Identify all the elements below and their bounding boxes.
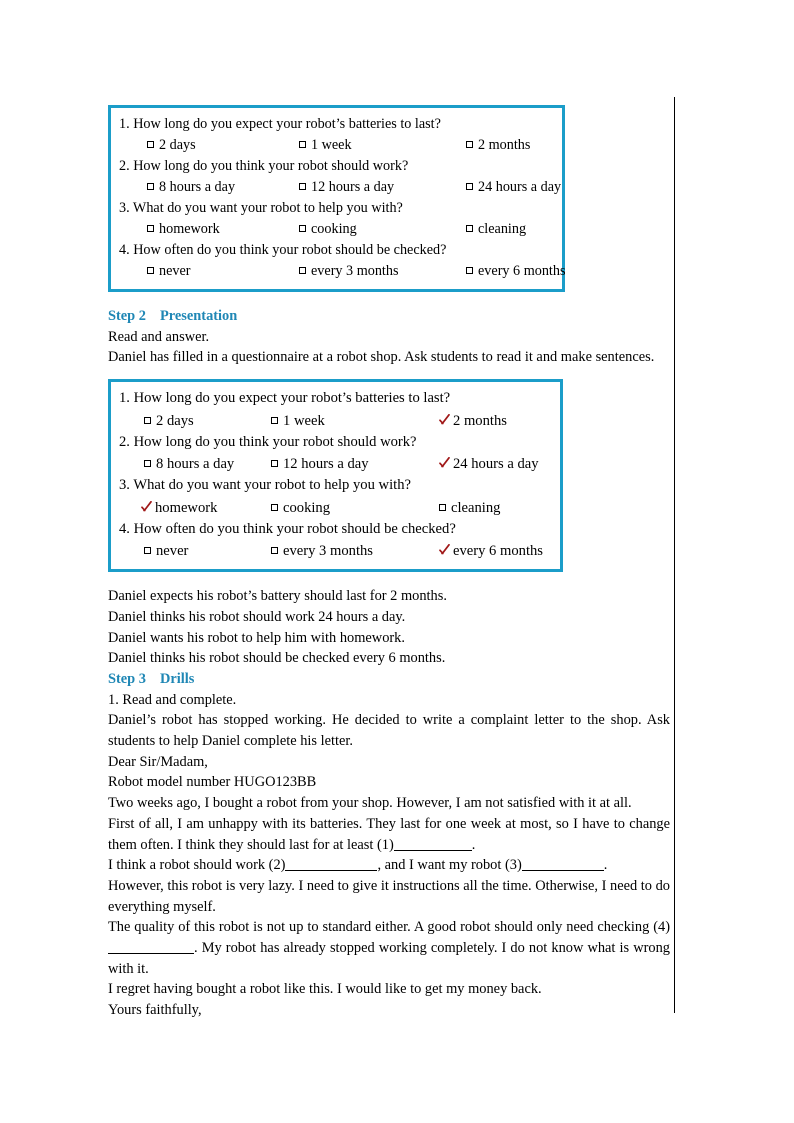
step-2-label: Step 2 <box>108 308 146 324</box>
checkbox-icon[interactable] <box>144 547 151 554</box>
question-text: 1. How long do you expect your robot’s batteries to last? <box>119 116 441 132</box>
option-label: never <box>156 543 189 560</box>
option-row <box>119 177 562 198</box>
option-every-6-months[interactable] <box>466 261 565 282</box>
checkbox-icon[interactable] <box>466 141 473 148</box>
letter-salutation: Dear Sir/Madam, <box>108 753 208 770</box>
checkbox-icon[interactable] <box>144 460 151 467</box>
checkbox-icon[interactable] <box>299 141 306 148</box>
option-1-week[interactable] <box>299 135 352 156</box>
option-label: 24 hours a day <box>478 179 562 195</box>
option-label: every 3 months <box>283 543 373 560</box>
checkbox-icon[interactable] <box>144 417 151 424</box>
letter-paragraph-3 <box>108 855 670 876</box>
step-2-title: Presentation <box>159 308 238 324</box>
option-2-days[interactable] <box>147 135 196 156</box>
option-row <box>119 219 554 240</box>
letter-paragraph-2-text: First of all, I am unhappy with its batteries. They last for one week at most, so I have to change them often. I think they should last for at least (1) <box>108 815 670 853</box>
checkmark-icon <box>439 457 451 469</box>
question-text: 1. How long do you expect your robot’s batteries to last? <box>119 390 451 407</box>
option-label: every 6 months <box>453 543 543 560</box>
step-3-title: Drills <box>159 670 195 687</box>
checkbox-icon[interactable] <box>271 460 278 467</box>
step-3-task: 1. Read and complete. <box>108 691 237 708</box>
letter-model-line: Robot model number HUGO123BB <box>108 774 317 791</box>
option-12-hours-a-day[interactable] <box>299 177 394 198</box>
option-never[interactable] <box>147 261 191 282</box>
letter-paragraph-3-text-b: , and I want my robot (3) <box>377 857 522 874</box>
option-label: 8 hours a day <box>159 179 236 195</box>
option-label: 8 hours a day <box>156 456 235 473</box>
step-3-label: Step 3 <box>108 670 146 687</box>
checkmark-icon <box>439 414 451 426</box>
option-2-days[interactable] <box>144 410 194 432</box>
option-label: cooking <box>283 499 331 516</box>
letter-paragraph-4: However, this robot is very lazy. I need to give it instructions all the time. Otherwise, I need to do everything myself. <box>108 877 670 915</box>
option-row <box>119 261 566 282</box>
checkbox-icon[interactable] <box>147 141 154 148</box>
checkbox-icon[interactable] <box>147 267 154 274</box>
answer-sentence: Daniel wants his robot to help him with homework. <box>108 629 405 646</box>
option-row <box>119 410 552 432</box>
option-never[interactable] <box>144 540 188 562</box>
option-24-hours-a-day[interactable] <box>439 453 539 475</box>
letter-paragraph-5-tail: . My robot has already stopped working completely. I do not know what is wrong with it. <box>108 940 670 977</box>
checkbox-icon[interactable] <box>147 225 154 232</box>
letter-paragraph-5 <box>108 917 670 979</box>
question-text: 4. How often do you think your robot should be checked? <box>119 520 456 537</box>
question-text: 4. How often do you think your robot should be checked? <box>119 242 447 258</box>
step-2-line-2: Daniel has filled in a questionnaire at a robot shop. Ask students to read it and make sentences. <box>108 349 655 366</box>
option-row <box>119 497 552 519</box>
option-label: every 3 months <box>311 263 399 279</box>
checkbox-icon[interactable] <box>271 547 278 554</box>
option-label: cleaning <box>478 221 527 237</box>
letter-paragraph-2-tail: . <box>471 836 476 853</box>
option-label: 2 months <box>478 137 531 153</box>
letter-paragraph-5-text: The quality of this robot is not up to standard either. A good robot should only need checking (4) <box>108 919 670 936</box>
right-margin-rule <box>674 97 675 1013</box>
answer-sentence: Daniel thinks his robot should work 24 hours a day. <box>108 608 406 625</box>
questionnaire-filled <box>108 379 563 572</box>
option-8-hours-a-day[interactable] <box>147 177 235 198</box>
checkbox-icon[interactable] <box>271 504 278 511</box>
checkbox-icon[interactable] <box>299 183 306 190</box>
letter-paragraph-3-tail: . <box>603 857 608 874</box>
option-label: 24 hours a day <box>453 456 539 473</box>
letter-closing: Yours faithfully, <box>108 1002 202 1019</box>
option-2-months[interactable] <box>439 410 507 432</box>
option-label: 1 week <box>283 412 325 429</box>
option-row <box>119 453 552 475</box>
option-every-6-months[interactable] <box>439 540 543 562</box>
checkmark-icon <box>439 544 451 556</box>
option-label: 1 week <box>311 137 352 153</box>
option-every-3-months[interactable] <box>299 261 398 282</box>
document-content <box>108 105 670 1021</box>
letter-paragraph-3-text-a: I think a robot should work (2) <box>108 857 286 874</box>
option-cooking[interactable] <box>271 497 330 519</box>
checkbox-icon[interactable] <box>466 267 473 274</box>
option-label: 12 hours a day <box>311 179 395 195</box>
option-every-3-months[interactable] <box>271 540 373 562</box>
letter-paragraph-6: I regret having bought a robot like this. I would like to get my money back. <box>108 981 542 998</box>
option-label: every 6 months <box>478 263 566 279</box>
checkmark-icon <box>141 501 153 513</box>
option-2-months[interactable] <box>466 135 530 156</box>
answer-blank-4[interactable] <box>108 953 194 954</box>
option-label: 2 months <box>453 412 507 429</box>
letter-paragraph-1: Two weeks ago, I bought a robot from your shop. However, I am not satisfied with it at all. <box>108 795 632 812</box>
answer-blank-3[interactable] <box>522 870 604 871</box>
option-label: never <box>159 263 191 279</box>
option-label: cooking <box>311 221 357 237</box>
option-12-hours-a-day[interactable] <box>271 453 369 475</box>
checkbox-icon[interactable] <box>299 267 306 274</box>
answer-blank-1[interactable] <box>394 850 472 851</box>
letter-paragraph-2 <box>108 814 670 855</box>
option-cleaning[interactable] <box>439 497 500 519</box>
step-2-heading <box>108 306 670 327</box>
checkbox-icon[interactable] <box>147 183 154 190</box>
option-homework[interactable] <box>141 497 217 519</box>
checkbox-icon[interactable] <box>299 225 306 232</box>
option-8-hours-a-day[interactable] <box>144 453 234 475</box>
answer-sentence: Daniel expects his robot’s battery should last for 2 months. <box>108 588 447 605</box>
answer-sentence: Daniel thinks his robot should be checked every 6 months. <box>108 650 446 667</box>
questionnaire-blank <box>108 105 565 292</box>
checkbox-icon[interactable] <box>439 504 446 511</box>
step-3-intro: Daniel’s robot has stopped working. He decided to write a complaint letter to the shop. Ask students to help Daniel complete his letter. <box>108 712 670 750</box>
step-3-heading <box>108 669 670 690</box>
option-label: 2 days <box>156 412 194 429</box>
option-24-hours-a-day[interactable] <box>466 177 561 198</box>
option-cooking[interactable] <box>299 219 357 240</box>
step-2-line-1: Read and answer. <box>108 328 210 345</box>
option-label: 2 days <box>159 137 196 153</box>
option-homework[interactable] <box>147 219 220 240</box>
question-text: 3. What do you want your robot to help you with? <box>119 477 411 494</box>
question-text: 3. What do you want your robot to help you with? <box>119 200 403 216</box>
option-1-week[interactable] <box>271 410 325 432</box>
question-text: 2. How long do you think your robot should work? <box>119 433 417 450</box>
option-label: cleaning <box>451 499 501 516</box>
option-cleaning[interactable] <box>466 219 526 240</box>
option-row <box>119 135 554 156</box>
option-label: homework <box>155 499 218 516</box>
checkbox-icon[interactable] <box>466 183 473 190</box>
option-row <box>119 540 552 562</box>
option-label: homework <box>159 221 220 237</box>
checkbox-icon[interactable] <box>271 417 278 424</box>
question-text: 2. How long do you think your robot should work? <box>119 158 409 174</box>
answer-blank-2[interactable] <box>285 870 377 871</box>
checkbox-icon[interactable] <box>466 225 473 232</box>
option-label: 12 hours a day <box>283 456 369 473</box>
